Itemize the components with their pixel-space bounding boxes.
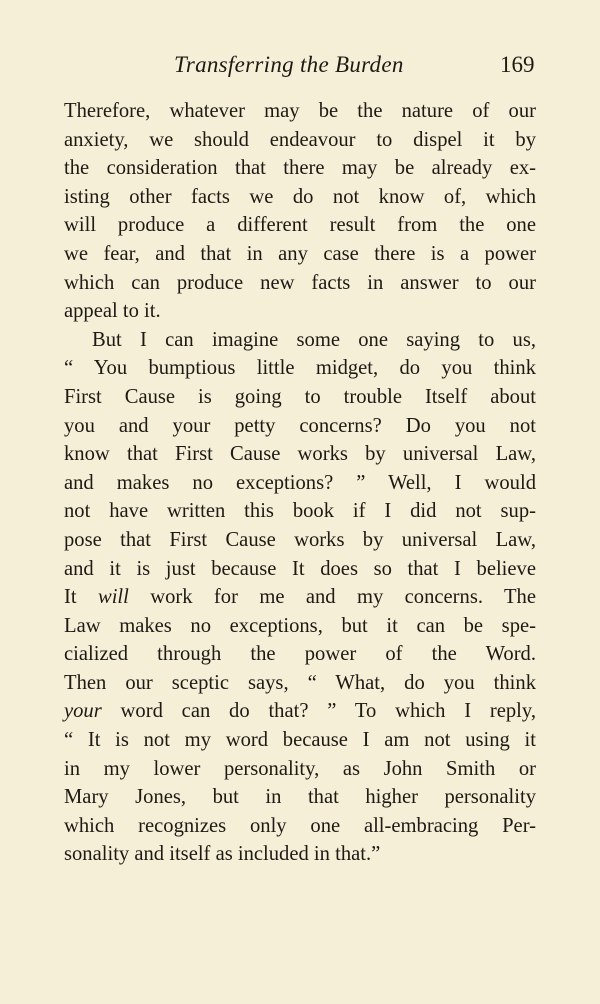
text-line: and it is just because It does so that I believe [64, 557, 536, 580]
page-number: 169 [500, 52, 535, 77]
paragraph-1 [64, 97, 536, 326]
italic-word: your [64, 700, 102, 723]
text-line: sonality and itself as included in that.” [64, 843, 381, 866]
text-line: But I can imagine some one saying to us, [92, 328, 536, 351]
text-line: know that First Cause works by universal Law, [64, 443, 536, 466]
text-line: we fear, and that in any case there is a power [64, 242, 536, 265]
text-line: not have written this book if I did not sup- [64, 500, 536, 523]
text-line: Therefore, whatever may be the nature of our [64, 100, 536, 122]
text-line: you and your petty concerns? Do you not [64, 414, 536, 437]
text-line: First Cause is going to trouble Itself about [64, 385, 536, 408]
running-head [0, 52, 600, 84]
text-line: anxiety, we should endeavour to dispel it by [64, 128, 536, 151]
body-text [64, 97, 536, 869]
text-line: which can produce new facts in answer to our [64, 271, 536, 294]
text-line: It will work for me and my concerns. The [64, 586, 536, 609]
text-line: will produce a different result from the one [64, 214, 536, 237]
text-line: which recognizes only one all-embracing Per- [64, 814, 536, 837]
text-line: “ It is not my word because I am not using it [64, 729, 536, 752]
text-line: cialized through the power of the Word. [64, 643, 536, 666]
italic-word: will [97, 586, 129, 609]
paragraph-2 [64, 326, 536, 869]
text-line: your word can do that? ” To which I reply, [64, 700, 536, 723]
text-line: in my lower personality, as John Smith or [64, 757, 536, 780]
text-line: isting other facts we do not know of, which [64, 185, 536, 208]
running-title: Transferring the Burden [174, 52, 404, 77]
text-line: Law makes no exceptions, but it can be spe- [64, 614, 536, 637]
text-line: pose that First Cause works by universal Law, [64, 528, 536, 551]
text-line: Then our sceptic says, “ What, do you think [64, 671, 536, 694]
text-line: Mary Jones, but in that higher personality [64, 786, 536, 809]
text-line: the consideration that there may be already ex- [64, 157, 536, 180]
text-line: and makes no exceptions? ” Well, I would [64, 471, 536, 494]
text-line: “ You bumptious little midget, do you think [64, 357, 536, 380]
text-line: appeal to it. [64, 300, 161, 323]
